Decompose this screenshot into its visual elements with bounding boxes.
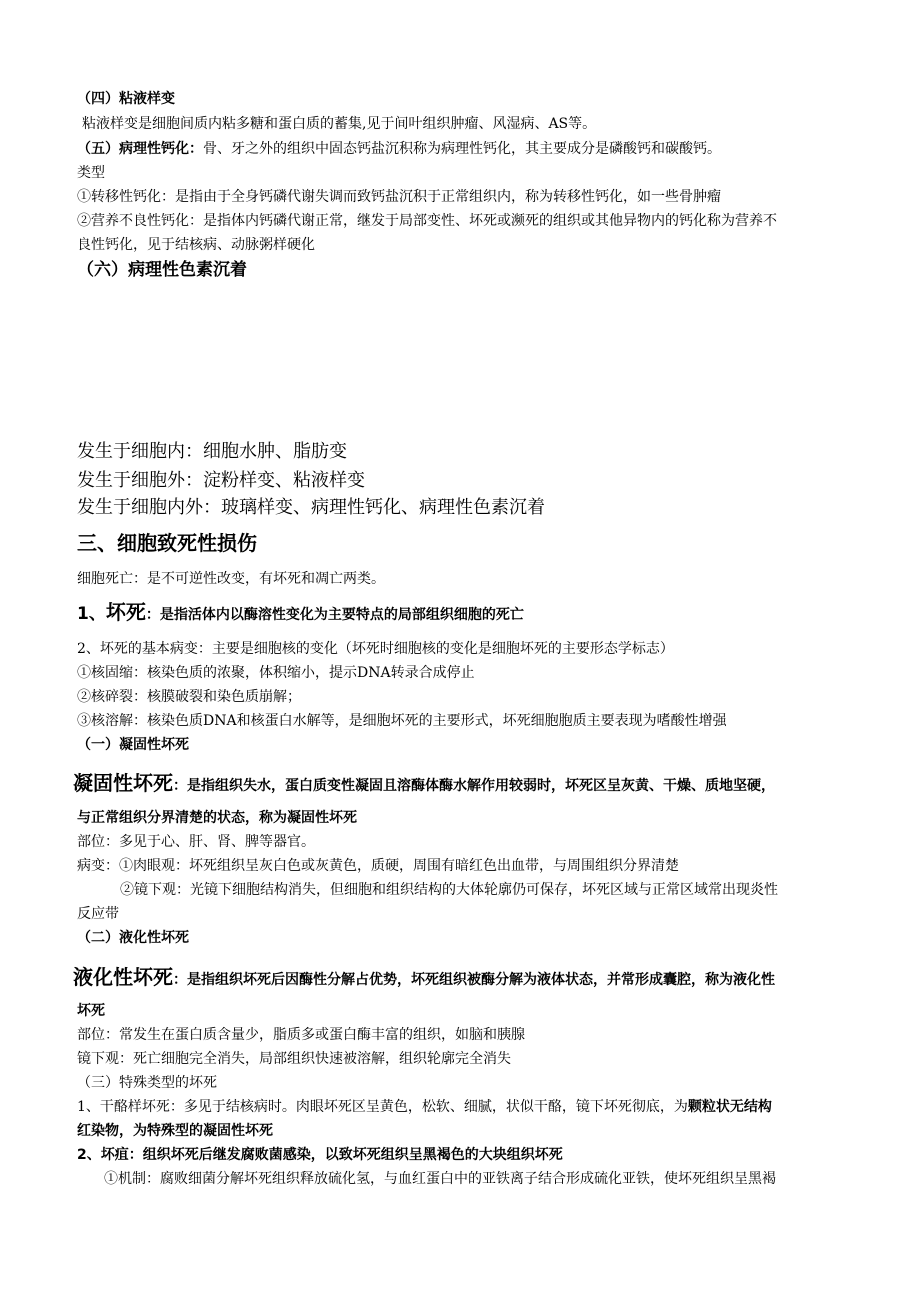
type1: ①转移性钙化：是指由于全身钙磷代谢失调而致钙盐沉积于正常组织内，称为转移性钙化，如一些骨肿瘤	[77, 189, 721, 205]
gangrene-mechanism: ①机制：腐败细菌分解坏死组织释放硫化氢，与血红蛋白中的亚铁离子结合形成硫化亚铁，使坏死组织呈黑褐	[104, 1171, 776, 1187]
summary-1: 发生于细胞内：细胞水肿、脂肪变	[77, 441, 347, 462]
nucleus-1: ①核固缩：核染色质的浓聚，体积缩小，提示DNA转录合成停止	[77, 665, 475, 681]
s5-body: 骨、牙之外的组织中固态钙盐沉积称为病理性钙化，其主要成分是磷酸钙和碳酸钙。	[203, 141, 721, 157]
s6-heading: （六）病理性色素沉着	[77, 260, 247, 280]
cell-death-definition: 细胞死亡：是不可逆性改变，有坏死和凋亡两类。	[77, 571, 385, 587]
section-3-heading: 三、细胞致死性损伤	[77, 531, 257, 555]
s4-heading: （四）粘液样变	[77, 91, 175, 107]
caseous-text: 1、干酪样坏死：多见于结核病时。肉眼坏死区呈黄色，松软、细腻，状似干酪，镜下坏死彻底，为	[77, 1099, 688, 1115]
nucleus-2: ②核碎裂：核膜破裂和染色质崩解；	[77, 689, 301, 705]
basic-change: 2、坏死的基本病变：主要是细胞核的变化（坏死时细胞核的变化是细胞坏死的主要形态学标志）	[77, 641, 674, 657]
coag-term: 凝固性坏死	[73, 771, 173, 795]
gangrene: 2、坏疽：组织坏死后继发腐败菌感染，以致坏死组织呈黑褐色的大块组织坏死	[77, 1147, 563, 1163]
necrosis-definition: ：是指活体内以酶溶性变化为主要特点的局部组织细胞的死亡	[145, 607, 524, 623]
nucleus-3: ③核溶解：核染色质DNA和核蛋白水解等，是细胞坏死的主要形式，坏死细胞胞质主要表现为嗜酸性增强	[77, 713, 727, 729]
coag-heading: （一）凝固性坏死	[77, 737, 189, 753]
coag-def-line2: 与正常组织分界清楚的状态，称为凝固性坏死	[77, 810, 357, 826]
type2-line2: 良性钙化，见于结核病、动脉粥样硬化	[77, 237, 315, 253]
necrosis-number: 1、	[77, 604, 106, 624]
types-label: 类型	[77, 165, 105, 181]
liq-micro: 镜下观：死亡细胞完全消失，局部组织快速被溶解，组织轮廓完全消失	[77, 1051, 511, 1067]
coag-def-line1	[73, 770, 775, 799]
caseous-bold: 颗粒状无结构	[687, 1099, 772, 1115]
coag-lesion-2b: 反应带	[77, 906, 119, 922]
caseous-line1	[77, 1098, 772, 1116]
coag-lesion-2: ②镜下观：光镜下细胞结构消失，但细胞和组织结构的大体轮廓仍可保存，坏死区域与正常区域常出现炎性	[120, 882, 778, 898]
coag-site: 部位：多见于心、肝、肾、脾等器官。	[77, 834, 315, 850]
necrosis-line	[77, 600, 524, 625]
liq-site: 部位：常发生在蛋白质含量少，脂质多或蛋白酶丰富的组织，如脑和胰腺	[77, 1027, 525, 1043]
liq-def: ：是指组织坏死后因酶性分解占优势，坏死组织被酶分解为液体状态，并常形成囊腔，称为液化性	[173, 972, 775, 988]
s4-body: 粘液样变是细胞间质内粘多糖和蛋白质的蓄集,见于间叶组织肿瘤、风湿病、AS等。	[82, 116, 597, 132]
coag-lesion-1: 病变：①肉眼观：坏死组织呈灰白色或灰黄色，质硬，周围有暗红色出血带，与周围组织分界清楚	[77, 858, 679, 874]
liq-def-line2: 坏死	[77, 1003, 105, 1019]
liq-heading: （二）液化性坏死	[77, 930, 189, 946]
s5-heading: （五）病理性钙化：	[77, 141, 203, 157]
coag-def: ：是指组织失水，蛋白质变性凝固且溶酶体酶水解作用较弱时，坏死区呈灰黄、干燥、质地坚硬，	[173, 778, 775, 794]
necrosis-term: 坏死	[105, 600, 146, 624]
summary-3: 发生于细胞内外：玻璃样变、病理性钙化、病理性色素沉着	[77, 497, 545, 518]
caseous-line2: 红染物，为特殊型的凝固性坏死	[77, 1123, 273, 1139]
type2-line1: ②营养不良性钙化：是指体内钙磷代谢正常，继发于局部变性、坏死或濒死的组织或其他异物内的钙化称为营养不	[77, 213, 777, 229]
summary-2: 发生于细胞外：淀粉样变、粘液样变	[77, 470, 365, 491]
liq-def-line1	[73, 964, 775, 993]
s5-line	[77, 140, 721, 158]
special-heading: （三）特殊类型的坏死	[77, 1075, 217, 1091]
liq-term: 液化性坏死	[73, 965, 173, 989]
